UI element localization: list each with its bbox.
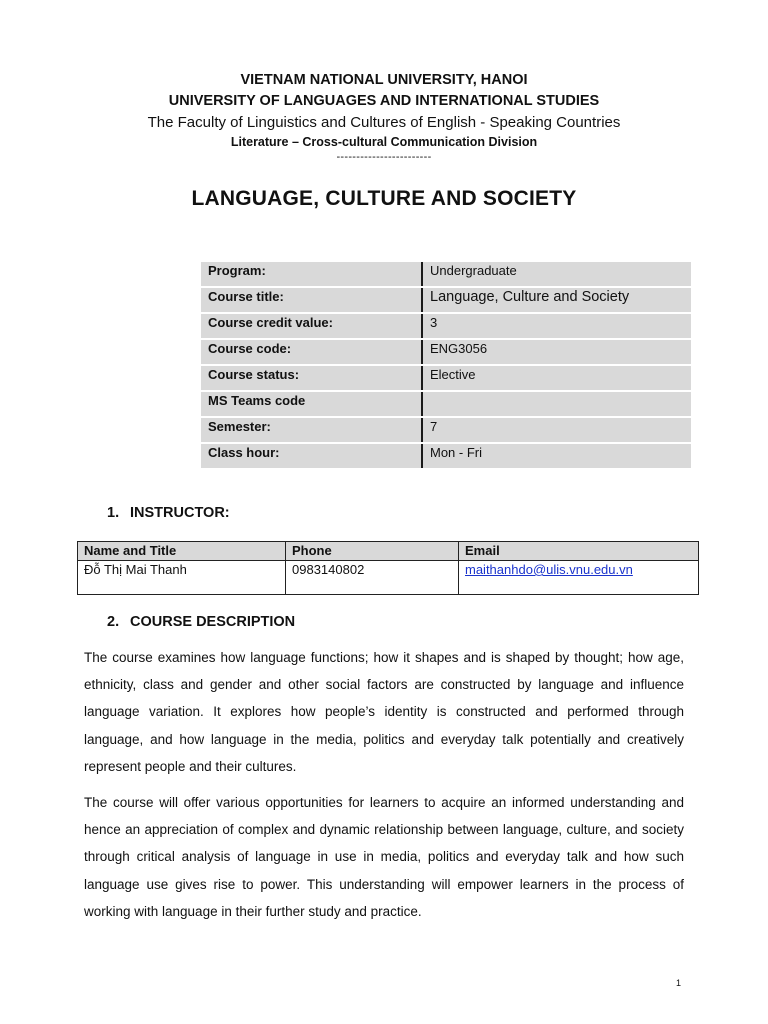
table-row bbox=[201, 313, 691, 339]
instructor-name: Đỗ Thị Mai Thanh bbox=[78, 561, 286, 595]
info-value: ENG3056 bbox=[422, 339, 691, 365]
document-title: LANGUAGE, CULTURE AND SOCIETY bbox=[191, 187, 577, 210]
description-paragraph: The course examines how language functions; how it shapes and is shaped by thought; how age, ethnicity, class and gender and other social factors are constructed by language and influence language variation. It explores how people’s identity is constructed and performed through language, and how language in the media, politics and everyday talk potentially and creatively represent people and their cultures. bbox=[84, 650, 684, 774]
instructor-email-link[interactable]: maithanhdo@ulis.vnu.edu.vn bbox=[465, 562, 633, 577]
instructor-phone: 0983140802 bbox=[286, 561, 459, 595]
info-label: Course code: bbox=[201, 339, 422, 365]
info-value: Language, Culture and Society bbox=[422, 287, 691, 313]
table-row bbox=[78, 561, 699, 595]
faculty-name: The Faculty of Linguistics and Cultures of English - Speaking Countries bbox=[147, 114, 621, 131]
instructor-heading bbox=[107, 505, 230, 521]
info-label: Program: bbox=[201, 262, 422, 287]
division-name: Literature – Cross-cultural Communication Division bbox=[230, 135, 538, 149]
school-name: UNIVERSITY OF LANGUAGES AND INTERNATIONAL STUDIES bbox=[168, 93, 600, 109]
info-value: Undergraduate bbox=[422, 262, 691, 287]
course-description-heading bbox=[107, 614, 295, 630]
document-header bbox=[0, 70, 768, 163]
course-info-table bbox=[201, 262, 691, 470]
table-header-row bbox=[78, 542, 699, 561]
info-label: Course title: bbox=[201, 287, 422, 313]
instructor-table bbox=[77, 541, 699, 595]
table-row bbox=[201, 262, 691, 287]
table-row bbox=[201, 287, 691, 313]
column-header: Name and Title bbox=[78, 542, 286, 561]
description-paragraph: The course will offer various opportunities for learners to acquire an informed understanding and hence an appreciation of complex and dynamic relationship between language, culture, and society through critical analysis of language in use in media, politics and everyday talk and how such language use gives rise to power. This understanding will empower learners in the process of working with language in their further study and practice. bbox=[84, 795, 684, 919]
section-number: 2. bbox=[107, 614, 120, 630]
table-row bbox=[201, 339, 691, 365]
column-header: Email bbox=[459, 542, 699, 561]
section-title: COURSE DESCRIPTION bbox=[130, 614, 296, 630]
info-value bbox=[422, 391, 691, 417]
info-label: Class hour: bbox=[201, 443, 422, 469]
column-header: Phone bbox=[286, 542, 459, 561]
header-separator: ------------------------ bbox=[336, 151, 432, 163]
page-number: 1 bbox=[676, 978, 682, 988]
info-label: Course status: bbox=[201, 365, 422, 391]
table-row bbox=[201, 365, 691, 391]
info-label: Semester: bbox=[201, 417, 422, 443]
table-row bbox=[201, 443, 691, 469]
info-value: Elective bbox=[422, 365, 691, 391]
instructor-email-cell bbox=[459, 561, 699, 595]
table-row bbox=[201, 417, 691, 443]
info-label: Course credit value: bbox=[201, 313, 422, 339]
info-value: Mon - Fri bbox=[422, 443, 691, 469]
info-value: 7 bbox=[422, 417, 691, 443]
info-value: 3 bbox=[422, 313, 691, 339]
section-number: 1. bbox=[107, 505, 120, 521]
info-label: MS Teams code bbox=[201, 391, 422, 417]
section-title: INSTRUCTOR: bbox=[130, 505, 230, 521]
table-row bbox=[201, 391, 691, 417]
university-name: VIETNAM NATIONAL UNIVERSITY, HANOI bbox=[240, 72, 528, 88]
